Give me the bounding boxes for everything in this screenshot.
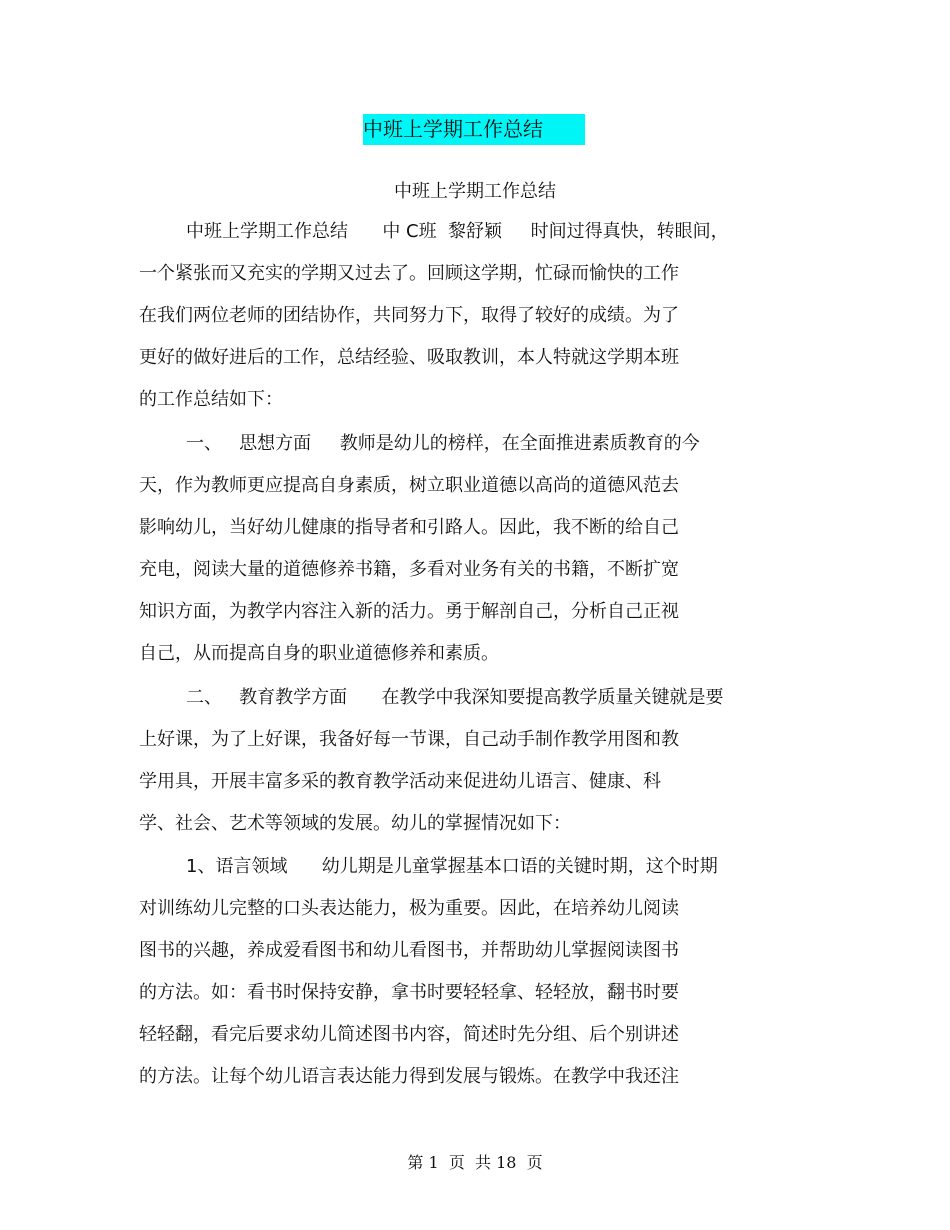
paragraph-line: 一、 思想方面 教师是幼儿的榜样，在全面推进素质教育的今: [186, 433, 700, 454]
paragraph-line: 更好的做好进后的工作，总结经验、吸取教训，本人特就这学期本班: [139, 347, 679, 368]
paragraph-line: 知识方面，为教学内容注入新的活力。勇于解剖自己，分析自己正视: [139, 601, 679, 622]
paragraph-line: 图书的兴趣，养成爱看图书和幼儿看图书，并帮助幼儿掌握阅读图书: [139, 940, 679, 961]
paragraph-line: 上好课，为了上好课，我备好每一节课，自己动手制作教学用图和教: [139, 729, 679, 750]
paragraph-line: 1、语言领域 幼儿期是儿童掌握基本口语的关键时期，这个时期: [186, 856, 718, 877]
paragraph-line: 轻轻翻，看完后要求幼儿简述图书内容，简述时先分组、后个别讲述: [139, 1024, 679, 1045]
paragraph-line: 二、 教育教学方面 在教学中我深知要提高教学质量关键就是要: [186, 687, 724, 708]
document-subtitle: 中班上学期工作总结: [394, 181, 556, 202]
paragraph-line: 学用具，开展丰富多采的教育教学活动来促进幼儿语言、健康、科: [139, 771, 661, 792]
paragraph-line: 在我们两位老师的团结协作，共同努力下，取得了较好的成绩。为了: [139, 305, 679, 326]
paragraph-line: 一个紧张而又充实的学期又过去了。回顾这学期，忙碌而愉快的工作: [139, 263, 679, 284]
page-footer: 第 1 页 共 18 页: [407, 1153, 543, 1172]
highlighted-title: [363, 114, 585, 145]
paragraph-line: 充电，阅读大量的道德修养书籍，多看对业务有关的书籍，不断扩宽: [139, 559, 679, 580]
paragraph-line: 的方法。如：看书时保持安静，拿书时要轻轻拿、轻轻放，翻书时要: [139, 982, 679, 1003]
paragraph-line: 中班上学期工作总结 中 C班 黎舒颖 时间过得真快，转眼间，: [186, 221, 729, 242]
paragraph-line: 的方法。让每个幼儿语言表达能力得到发展与锻炼。在教学中我还注: [139, 1066, 679, 1087]
paragraph-line: 影响幼儿，当好幼儿健康的指导者和引路人。因此，我不断的给自己: [139, 517, 679, 538]
paragraph-line: 天，作为教师更应提高自身素质，树立职业道德以高尚的道德风范去: [139, 475, 679, 496]
paragraph-line: 的工作总结如下：: [139, 389, 283, 410]
paragraph-line: 学、社会、艺术等领域的发展。幼儿的掌握情况如下：: [139, 813, 571, 834]
highlighted-title-text: 中班上学期工作总结: [363, 117, 543, 141]
paragraph-line: 对训练幼儿完整的口头表达能力，极为重要。因此，在培养幼儿阅读: [139, 898, 679, 919]
paragraph-line: 自己，从而提高自身的职业道德修养和素质。: [139, 643, 499, 664]
